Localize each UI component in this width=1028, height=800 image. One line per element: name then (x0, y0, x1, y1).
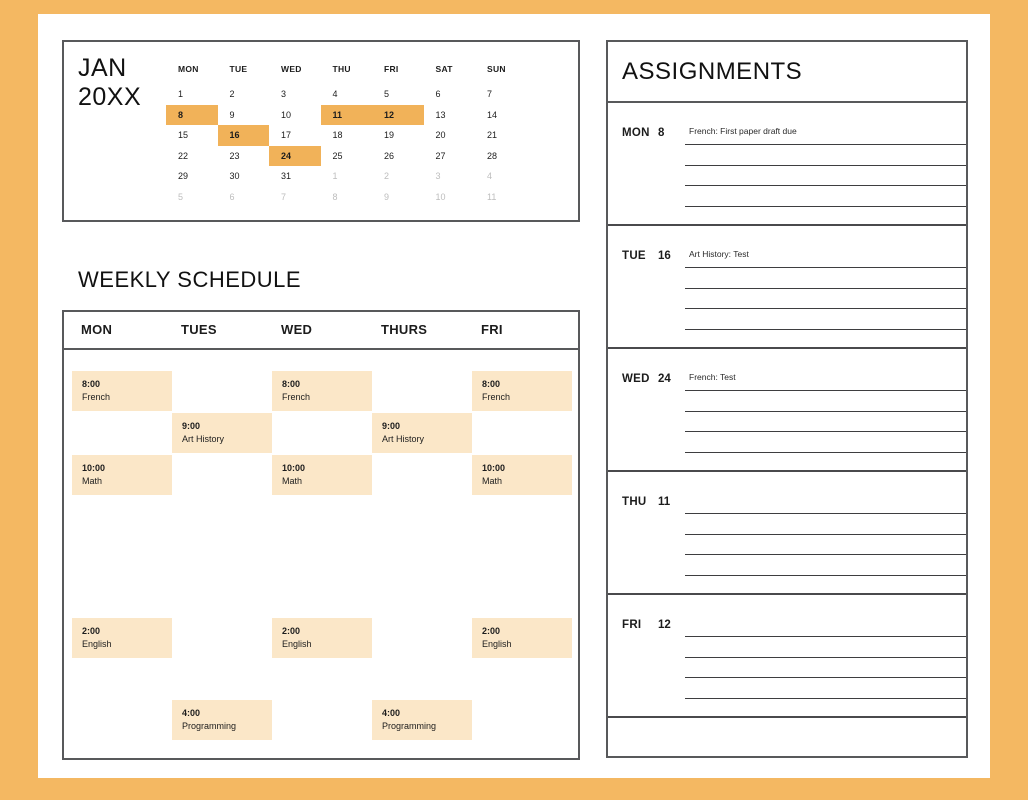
schedule-block[interactable] (172, 413, 272, 453)
assignment-note[interactable]: French: First paper draft due (689, 126, 797, 136)
schedule-block[interactable] (72, 455, 172, 495)
schedule-block[interactable] (272, 455, 372, 495)
calendar-date[interactable]: 8 (332, 191, 338, 202)
schedule-block-time: 2:00 (282, 626, 301, 636)
writing-line[interactable] (685, 391, 966, 412)
assignment-writing-lines (685, 617, 966, 699)
writing-line[interactable] (685, 637, 966, 658)
assignment-section-tue (608, 226, 966, 349)
assignment-day-label: MON (622, 127, 650, 139)
assignment-date-label: 12 (658, 619, 671, 631)
calendar-date[interactable]: 26 (384, 150, 395, 161)
assignment-section-fri (608, 595, 966, 718)
schedule-day-header: MON (81, 322, 113, 337)
schedule-block-subject: Programming (182, 721, 237, 732)
schedule-block-time: 8:00 (82, 379, 101, 389)
schedule-header-row (64, 312, 578, 350)
schedule-block-subject: Math (282, 476, 303, 487)
calendar-date[interactable]: 2 (229, 89, 235, 99)
schedule-block-time: 9:00 (182, 421, 201, 431)
calendar-date[interactable]: 19 (384, 130, 395, 140)
calendar-date[interactable]: 9 (384, 191, 390, 202)
calendar-month-year (78, 54, 141, 112)
schedule-block[interactable] (172, 700, 272, 740)
schedule-day-header: FRI (481, 322, 503, 337)
schedule-day-header: TUES (181, 322, 217, 337)
calendar-date[interactable]: 11 (487, 191, 497, 202)
schedule-day-header: THURS (381, 322, 428, 337)
calendar-date[interactable]: 21 (487, 130, 498, 140)
assignments-panel (606, 40, 968, 758)
writing-line[interactable] (685, 166, 966, 187)
assignment-note[interactable]: Art History: Test (689, 249, 749, 259)
assignment-date-label: 24 (658, 373, 671, 385)
assignment-day-label: WED (622, 373, 650, 385)
calendar-date[interactable]: 17 (281, 130, 292, 140)
schedule-block-subject: English (482, 639, 512, 650)
writing-line[interactable] (685, 145, 966, 166)
schedule-block-time: 10:00 (82, 463, 106, 473)
calendar-day-header: MON (178, 64, 199, 74)
planner-page (38, 14, 990, 778)
writing-line[interactable] (685, 555, 966, 576)
assignment-day-label: THU (622, 496, 647, 508)
calendar-date[interactable]: 10 (281, 109, 292, 120)
schedule-block-subject: Math (482, 476, 503, 487)
schedule-block-subject: Art History (382, 434, 425, 445)
writing-line[interactable] (685, 186, 966, 207)
calendar-date[interactable]: 9 (229, 109, 235, 120)
assignment-section-wed (608, 349, 966, 472)
schedule-block-subject: English (82, 639, 112, 650)
assignment-writing-lines (685, 125, 966, 207)
assignment-section-thu (608, 472, 966, 595)
calendar-date[interactable]: 31 (281, 171, 292, 181)
writing-line[interactable] (685, 514, 966, 535)
calendar-day-header: SAT (435, 64, 453, 74)
schedule-block-subject: French (482, 392, 511, 403)
calendar-year: 20XX (78, 82, 142, 111)
schedule-block-time: 10:00 (282, 463, 306, 473)
assignments-sections (608, 103, 966, 718)
schedule-day-header: WED (281, 322, 313, 337)
schedule-block-subject: French (282, 392, 311, 403)
calendar-date[interactable]: 30 (229, 171, 240, 181)
calendar-date[interactable]: 6 (229, 191, 235, 202)
calendar-date[interactable]: 4 (487, 171, 493, 181)
calendar-date[interactable]: 13 (435, 109, 446, 120)
calendar-date[interactable]: 7 (487, 89, 493, 99)
calendar-date[interactable]: 1 (178, 89, 184, 99)
calendar-grid (166, 60, 527, 207)
schedule-block-subject: Math (82, 476, 103, 487)
schedule-block-subject: English (282, 639, 312, 650)
calendar-day-header: FRI (384, 64, 399, 74)
schedule-block-subject: Art History (182, 434, 225, 445)
schedule-block[interactable] (272, 618, 372, 658)
calendar-day-header: SUN (487, 64, 506, 74)
schedule-block[interactable] (472, 618, 572, 658)
schedule-body (64, 350, 578, 758)
writing-line[interactable] (685, 658, 966, 679)
schedule-block-subject: French (82, 392, 111, 403)
schedule-block-time: 8:00 (282, 379, 301, 389)
calendar-date[interactable]: 29 (178, 171, 189, 181)
calendar-day-header: TUE (229, 64, 248, 74)
calendar-date[interactable]: 22 (178, 150, 189, 161)
calendar-date[interactable]: 14 (487, 109, 498, 120)
calendar-date[interactable]: 6 (435, 89, 441, 99)
schedule-block-time: 9:00 (382, 421, 401, 431)
calendar-date[interactable]: 28 (487, 150, 498, 161)
calendar-date[interactable]: 2 (384, 171, 390, 181)
assignment-day-label: TUE (622, 250, 646, 262)
writing-line[interactable] (685, 289, 966, 310)
writing-line[interactable] (685, 494, 966, 515)
calendar-date[interactable]: 3 (435, 171, 441, 181)
writing-line[interactable] (685, 412, 966, 433)
assignment-date-label: 11 (658, 496, 671, 508)
calendar-day-header: WED (281, 64, 302, 74)
assignments-footer-strip (608, 718, 966, 751)
schedule-block[interactable] (372, 413, 472, 453)
schedule-block[interactable] (272, 371, 372, 411)
assignment-date-label: 8 (658, 127, 665, 139)
calendar-date[interactable]: 18 (332, 130, 343, 140)
writing-line[interactable] (685, 617, 966, 638)
assignment-writing-lines (685, 248, 966, 330)
schedule-block-time: 10:00 (482, 463, 506, 473)
calendar-date[interactable]: 27 (435, 150, 446, 161)
writing-line[interactable] (685, 432, 966, 453)
assignment-writing-lines (685, 371, 966, 453)
assignments-title: ASSIGNMENTS (608, 42, 966, 103)
calendar-date[interactable]: 23 (229, 150, 240, 161)
assignment-section-mon (608, 103, 966, 226)
schedule-block-subject: Programming (382, 721, 437, 732)
calendar-date[interactable]: 20 (435, 130, 446, 140)
mini-calendar (62, 40, 580, 222)
calendar-date-highlighted[interactable]: 12 (372, 105, 424, 126)
calendar-date[interactable]: 10 (435, 191, 446, 202)
calendar-date[interactable]: 15 (178, 130, 189, 140)
schedule-block-time: 4:00 (182, 708, 201, 718)
weekly-schedule-table (62, 310, 580, 760)
schedule-block[interactable] (372, 700, 472, 740)
calendar-date[interactable]: 25 (332, 150, 343, 161)
assignment-note[interactable]: French: Test (689, 372, 736, 382)
calendar-date-highlighted[interactable]: 24 (269, 146, 321, 167)
weekly-schedule-title: WEEKLY SCHEDULE (78, 267, 302, 292)
assignment-date-label: 16 (658, 250, 671, 262)
schedule-block-time: 8:00 (482, 379, 501, 389)
schedule-block[interactable] (72, 618, 172, 658)
writing-line[interactable] (685, 309, 966, 330)
calendar-date[interactable]: 3 (281, 89, 287, 99)
calendar-day-header: THU (332, 64, 351, 74)
schedule-block[interactable] (72, 371, 172, 411)
calendar-date[interactable]: 5 (178, 191, 184, 202)
schedule-block-time: 2:00 (482, 626, 501, 636)
calendar-month: JAN (78, 54, 127, 82)
assignment-day-label: FRI (622, 619, 642, 631)
schedule-block[interactable] (472, 455, 572, 495)
writing-line[interactable] (685, 268, 966, 289)
calendar-date-highlighted[interactable]: 8 (166, 105, 218, 126)
schedule-block-time: 2:00 (82, 626, 101, 636)
schedule-block[interactable] (472, 371, 572, 411)
calendar-date[interactable]: 7 (281, 191, 287, 202)
schedule-block-time: 4:00 (382, 708, 401, 718)
calendar-date[interactable]: 5 (384, 89, 390, 99)
assignment-writing-lines (685, 494, 966, 576)
writing-line[interactable] (685, 678, 966, 699)
calendar-date-highlighted[interactable]: 16 (218, 125, 270, 146)
calendar-date-highlighted[interactable]: 11 (321, 105, 373, 126)
writing-line[interactable] (685, 535, 966, 556)
calendar-date[interactable]: 1 (332, 171, 338, 181)
calendar-date[interactable]: 4 (332, 89, 338, 99)
